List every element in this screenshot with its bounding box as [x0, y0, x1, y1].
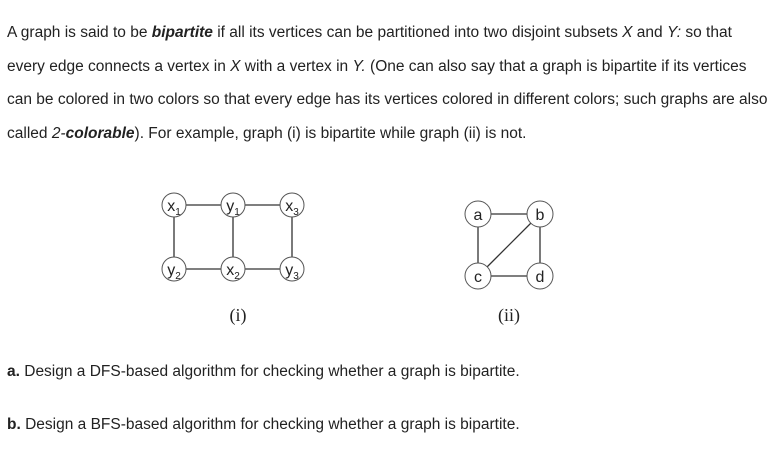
graph-ii-node-d [527, 263, 553, 289]
svg-text:y1: $y_1$ [226, 198, 240, 218]
svg-text:x3: $x_3$ [285, 198, 299, 218]
svg-text:c: c [474, 269, 482, 286]
svg-text:y3: $y_3$ [285, 262, 299, 282]
graph-i-caption: (i) [229, 305, 247, 325]
intro-text: A graph is said to be [7, 24, 152, 41]
graph-ii-figure [455, 190, 575, 330]
graph-ii-caption: (ii) [498, 305, 520, 325]
graph-i-node-y1 [221, 193, 245, 218]
intro-text: so that every edge connects a vertex in [7, 24, 732, 75]
svg-text:x1: $x_1$ [167, 198, 181, 218]
intro-text: (One can also say that a graph is bipartite if its vertices can be colored in two colors so that every edge has its vertices colored in different colors; such graphs are also called [7, 57, 768, 142]
svg-text:a: a [473, 207, 483, 224]
question-letter: a. [7, 363, 20, 380]
set-y: Y: [666, 24, 682, 41]
question-letter: b. [7, 416, 21, 433]
graph-i-node-x2 [221, 257, 245, 282]
set-x: X [230, 57, 241, 75]
question-a [7, 363, 520, 381]
question-text: Design a BFS-based algorithm for checking whether a graph is bipartite. [20, 416, 520, 433]
svg-text:d: d [535, 269, 545, 286]
intro-text: if all its vertices can be partitioned into two disjoint subsets [212, 24, 623, 41]
svg-text:y2: $y_2$ [167, 262, 181, 282]
set-y: Y. [352, 57, 366, 75]
term-colorable: colorable [65, 124, 135, 142]
term-two: 2- [51, 124, 66, 142]
svg-text:b: b [535, 207, 545, 224]
graph-ii-node-c [465, 263, 491, 289]
graph-ii-node-a [465, 201, 491, 227]
graph-i [150, 190, 326, 330]
intro-text: ). For example, graph (i) is bipartite while graph (ii) is not. [134, 124, 527, 142]
set-x: X [622, 24, 633, 41]
intro-text: with a vertex in [240, 57, 353, 75]
question-text: Design a DFS-based algorithm for checking whether a graph is bipartite. [19, 363, 520, 380]
graph-ii-node-b [527, 201, 553, 227]
term-bipartite: bipartite [151, 24, 213, 41]
graph-ii [455, 190, 575, 330]
question-b [7, 416, 520, 434]
graph-i-node-y3 [280, 257, 304, 282]
graph-i-node-x1 [162, 193, 186, 218]
graph-i-figure [150, 190, 326, 330]
graph-i-node-x3 [280, 193, 304, 218]
graph-i-node-y2 [162, 257, 186, 282]
svg-text:x2: $x_2$ [226, 262, 240, 282]
problem-statement [7, 16, 769, 150]
intro-text: and [632, 24, 667, 41]
